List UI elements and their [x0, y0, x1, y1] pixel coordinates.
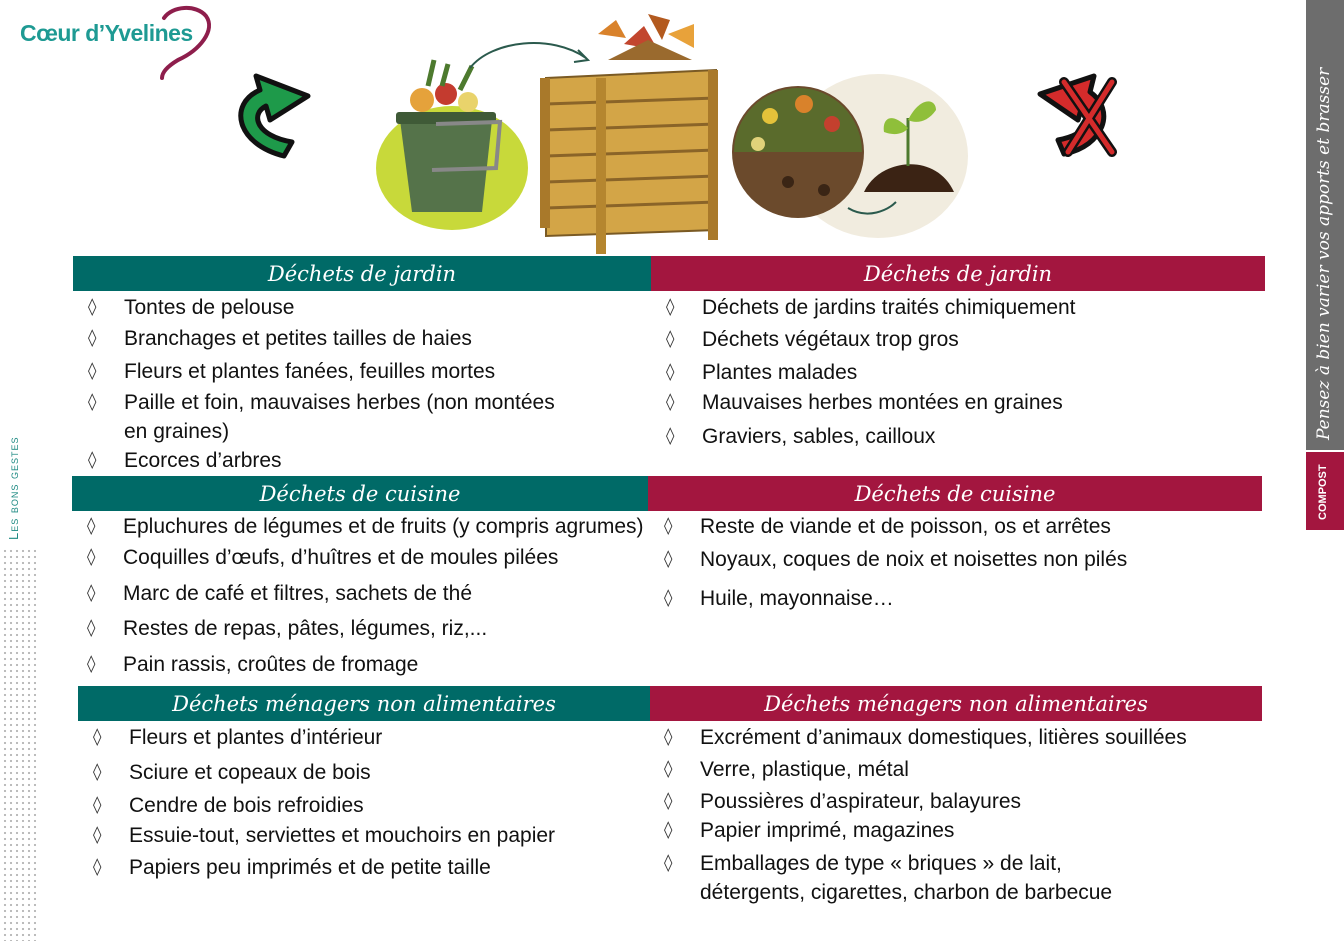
diamond-bullet-icon: ◊ [87, 654, 96, 674]
diamond-bullet-icon: ◊ [93, 825, 102, 845]
rejected-kitchen-list [654, 512, 1254, 613]
diamond-bullet-icon: ◊ [664, 853, 673, 873]
list-item: ◊ Essuie-tout, serviettes et mouchoirs en papier [83, 821, 643, 850]
diamond-bullet-icon: ◊ [87, 516, 96, 536]
green-arrow-icon [226, 64, 318, 164]
diamond-bullet-icon: ◊ [93, 727, 102, 747]
brand-logo-text: Cœur d’Yvelines [20, 20, 193, 46]
list-item: ◊ Excrément d’animaux domestiques, litières souillées [654, 723, 1194, 752]
side-label-left: Les bons gestes [6, 436, 21, 540]
list-item: ◊ Fleurs et plantes d’intérieur [83, 723, 643, 752]
compost-tab[interactable]: COMPOST [1306, 452, 1344, 530]
diamond-bullet-icon: ◊ [664, 516, 673, 536]
list-item: ◊ Papier imprimé, magazines [654, 816, 1194, 845]
diamond-bullet-icon: ◊ [664, 549, 673, 569]
diamond-bullet-icon: ◊ [664, 727, 673, 747]
diamond-bullet-icon: ◊ [93, 795, 102, 815]
list-item: ◊ Tontes de pelouse [78, 293, 638, 322]
compost-bin-icon [538, 4, 728, 256]
diamond-bullet-icon: ◊ [88, 392, 97, 412]
diamond-bullet-icon: ◊ [664, 791, 673, 811]
list-item: ◊ Sciure et copeaux de bois [83, 758, 643, 787]
diamond-bullet-icon: ◊ [666, 392, 675, 412]
list-item: ◊ Paille et foin, mauvaises herbes (non montées en graines) [78, 388, 638, 446]
heart-logo-icon [150, 4, 216, 84]
accepted-household-header: Déchets ménagers non alimentaires [78, 686, 650, 721]
list-item: ◊ Déchets végétaux trop gros [656, 325, 1256, 354]
diamond-bullet-icon: ◊ [93, 762, 102, 782]
list-item: ◊ Déchets de jardins traités chimiquement [656, 293, 1256, 322]
diamond-bullet-icon: ◊ [88, 328, 97, 348]
list-item: ◊ Poussières d’aspirateur, balayures [654, 787, 1194, 816]
diamond-bullet-icon: ◊ [87, 547, 96, 567]
kitchen-bin-icon [372, 56, 532, 231]
side-tip-bar: Pensez à bien varier vos apports et brasser [1306, 0, 1344, 450]
diamond-bullet-icon: ◊ [88, 361, 97, 381]
list-item: ◊ Graviers, sables, cailloux [656, 422, 1256, 451]
diamond-bullet-icon: ◊ [88, 450, 97, 470]
diamond-bullet-icon: ◊ [664, 588, 673, 608]
list-item: ◊ Reste de viande et de poisson, os et arrêtes [654, 512, 1254, 541]
accepted-garden-header: Déchets de jardin [73, 256, 651, 291]
accepted-kitchen-header: Déchets de cuisine [72, 476, 648, 511]
seedling-soil-icon [860, 88, 958, 196]
accepted-garden-list [78, 293, 638, 475]
diamond-bullet-icon: ◊ [664, 820, 673, 840]
list-item: ◊ Branchages et petites tailles de haies [78, 324, 638, 353]
diamond-bullet-icon: ◊ [87, 583, 96, 603]
list-item: ◊ Restes de repas, pâtes, légumes, riz,... [77, 614, 647, 643]
diamond-bullet-icon: ◊ [666, 426, 675, 446]
diamond-bullet-icon: ◊ [88, 297, 97, 317]
diamond-bullet-icon: ◊ [93, 857, 102, 877]
list-item: ◊ Papiers peu imprimés et de petite taille [83, 853, 643, 882]
list-item: ◊ Emballages de type « briques » de lait, détergents, cigarettes, charbon de barbecue [654, 849, 1194, 907]
diamond-bullet-icon: ◊ [666, 297, 675, 317]
diamond-bullet-icon: ◊ [87, 618, 96, 638]
rejected-household-header: Déchets ménagers non alimentaires [650, 686, 1262, 721]
list-item: ◊ Mauvaises herbes montées en graines [656, 388, 1256, 417]
rejected-garden-list [656, 293, 1256, 451]
red-crossed-arrow-icon [1034, 66, 1120, 160]
dot-pattern [2, 548, 36, 941]
diamond-bullet-icon: ◊ [664, 759, 673, 779]
rejected-garden-header: Déchets de jardin [651, 256, 1265, 291]
list-item: ◊ Cendre de bois refroidies [83, 791, 643, 820]
list-item: ◊ Verre, plastique, métal [654, 755, 1194, 784]
list-item: ◊ Noyaux, coques de noix et noisettes non pilés [654, 545, 1254, 574]
rejected-household-list [654, 723, 1194, 907]
list-item: ◊ Fleurs et plantes fanées, feuilles mortes [78, 357, 638, 386]
list-item: ◊ Marc de café et filtres, sachets de thé [77, 579, 647, 608]
list-item: ◊ Huile, mayonnaise… [654, 584, 1254, 613]
list-item: ◊ Coquilles d’œufs, d’huîtres et de moules pilées [77, 543, 647, 572]
accepted-kitchen-list [77, 512, 647, 679]
diamond-bullet-icon: ◊ [666, 329, 675, 349]
list-item: ◊ Ecorces d’arbres [78, 446, 638, 475]
accepted-household-list [83, 723, 643, 882]
list-item: ◊ Epluchures de légumes et de fruits (y compris agrumes) [77, 512, 647, 541]
list-item: ◊ Pain rassis, croûtes de fromage [77, 650, 647, 679]
list-item: ◊ Plantes malades [656, 358, 1256, 387]
diamond-bullet-icon: ◊ [666, 362, 675, 382]
rejected-kitchen-header: Déchets de cuisine [648, 476, 1262, 511]
